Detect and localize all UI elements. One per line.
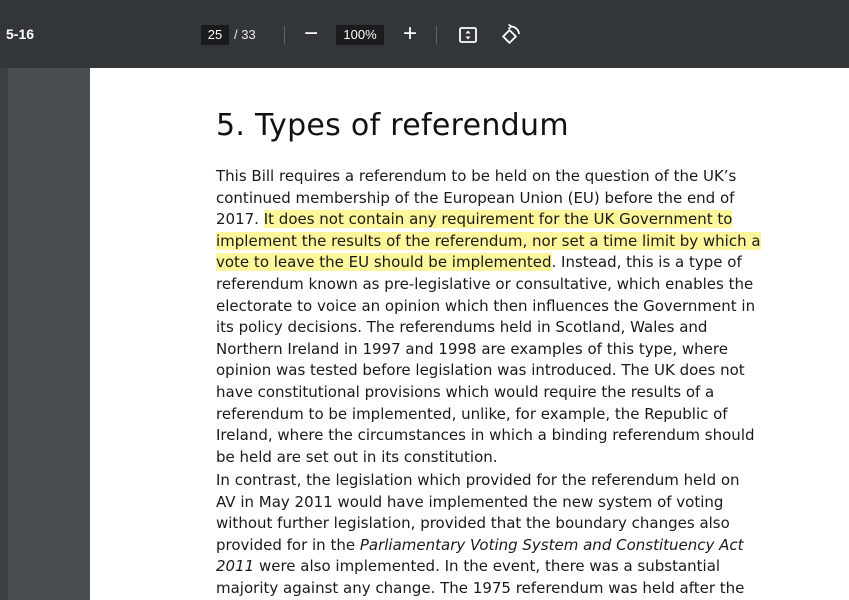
left-viewer-gutter <box>0 68 90 600</box>
left-scroll-edge <box>0 68 8 600</box>
zoom-level-input[interactable]: 100% <box>336 25 384 45</box>
total-pages-label: / 33 <box>234 27 256 42</box>
paragraph-1 <box>216 166 761 468</box>
paragraph-2 <box>216 470 745 600</box>
text-segment: Northern Ireland in 1997 and 1998 are examples of this type, where <box>216 339 728 358</box>
text-segment: majority against any change. The 1975 referendum was held after the <box>216 578 745 597</box>
text-line <box>216 382 736 404</box>
text-segment: referendum known as pre-legislative or consultative, which enables the <box>216 274 754 293</box>
text-line <box>216 188 736 210</box>
text-line <box>216 425 755 447</box>
toolbar-divider <box>436 26 437 44</box>
text-line <box>216 513 736 535</box>
text-segment: were also implemented. In the event, there was a substantial <box>254 557 721 576</box>
zoom-out-button[interactable]: − <box>303 20 318 47</box>
text-segment: continued membership of the European Union (EU) before the end of <box>216 188 735 207</box>
text-segment: opinion was tested before legislation was introduced. The UK does not <box>216 361 745 380</box>
current-page-input[interactable]: 25 <box>201 25 229 45</box>
text-line <box>216 252 742 274</box>
text-segment: 2011 <box>216 557 255 576</box>
highlighted-text: It does not contain any requirement for the UK Government to <box>263 210 733 229</box>
text-line <box>216 317 736 339</box>
highlighted-text: implement the results of the referendum, nor set a time limit by which a <box>216 231 761 250</box>
pdf-page <box>90 68 849 600</box>
text-segment: Parliamentary Voting System and Constituency Act <box>359 535 744 554</box>
text-line <box>216 360 745 382</box>
text-segment: be held are set out in its constitution. <box>216 447 498 466</box>
text-segment: 2017. <box>216 210 264 229</box>
text-segment: provided for in the <box>216 535 360 554</box>
text-segment: In contrast, the legislation which provided for the referendum held on <box>216 471 740 489</box>
text-line <box>216 296 756 318</box>
text-segment: have constitutional provisions which would require the results of a <box>216 382 715 401</box>
rotate-icon[interactable] <box>499 23 523 47</box>
text-line <box>216 578 745 600</box>
section-heading: 5. Types of referendum <box>216 108 569 143</box>
highlighted-text: vote to leave the EU should be implemented <box>216 253 552 272</box>
text-line <box>216 231 761 253</box>
pdf-toolbar <box>0 0 849 68</box>
text-line <box>216 274 754 296</box>
text-line <box>216 470 740 492</box>
text-line <box>216 339 736 361</box>
document-title: 5-16 <box>6 26 35 42</box>
text-line <box>216 535 744 557</box>
toolbar-divider <box>284 26 285 44</box>
text-segment: without further legislation, provided that the boundary changes also <box>216 514 730 533</box>
text-line <box>216 556 736 578</box>
text-segment: AV in May 2011 would have implemented the new system of voting <box>216 492 724 511</box>
text-line <box>216 447 736 469</box>
text-line <box>216 492 736 514</box>
zoom-in-button[interactable]: + <box>402 20 417 47</box>
text-segment: This Bill requires a referendum to be held on the question of the UK’s <box>216 167 737 185</box>
text-line <box>216 209 736 231</box>
text-line <box>216 404 736 426</box>
text-segment: electorate to voice an opinion which then influences the Government in <box>216 296 756 315</box>
text-segment: . Instead, this is a type of <box>551 253 742 272</box>
text-segment: referendum to be implemented, unlike, for example, the Republic of <box>216 404 728 423</box>
text-segment: its policy decisions. The referendums held in Scotland, Wales and <box>216 318 708 337</box>
text-segment: Ireland, where the circumstances in which a binding referendum should <box>216 426 755 445</box>
text-line <box>216 166 736 188</box>
fit-to-page-icon[interactable] <box>458 25 478 45</box>
